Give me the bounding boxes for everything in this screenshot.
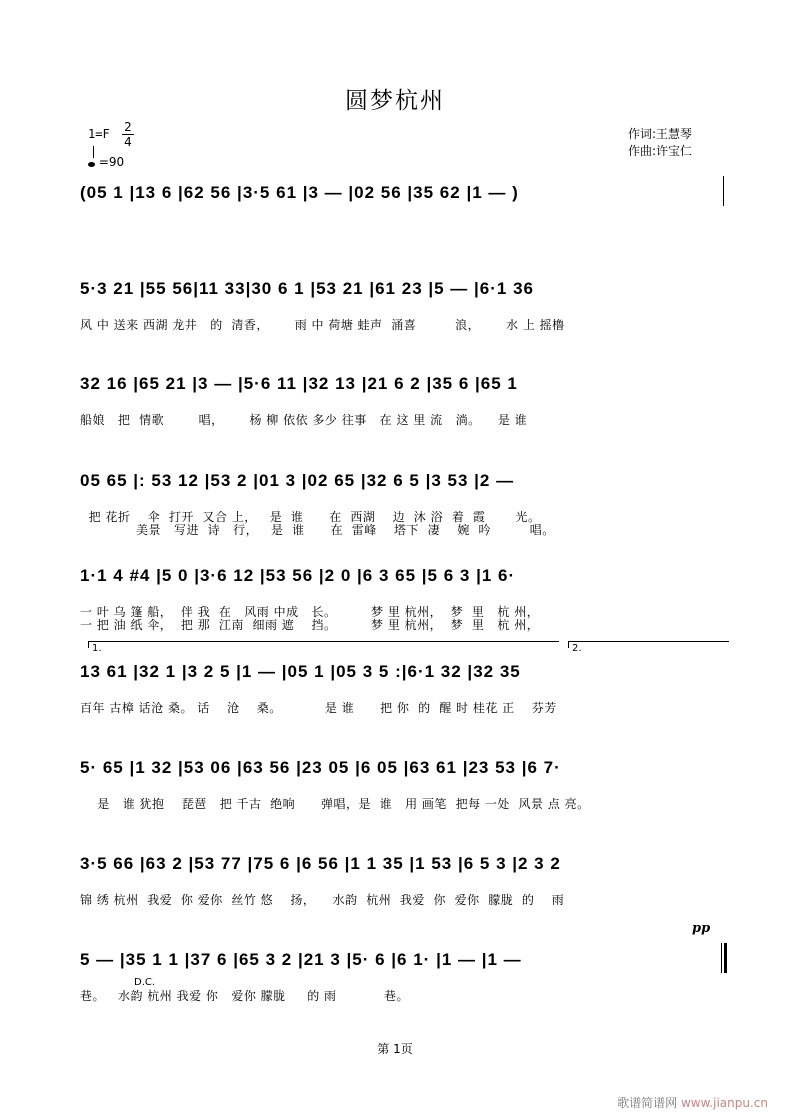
notes-line: 5 — |35 1 1 |37 6 |65 3 2 |21 3 |5· 6 |6 1· |1 — |1 — [80, 950, 522, 969]
lyrics-line: 风 中 送来 西湖 龙井 的 清香， 雨 中 荷塘 蛙声 涌喜 浪， 水 上 摇橹 [80, 318, 565, 332]
watermark-url: www.jianpu.cn [680, 1096, 768, 1110]
page-title: 圆梦杭州 [345, 88, 445, 114]
volta-2-bracket [568, 641, 729, 648]
notes-line: 5·3 21 |55 56|11 33|30 6 1 |53 21 |61 23 |5 — |6·1 36 [80, 279, 534, 298]
lyrics-line: 巷。 水韵 杭州 我爱 你 爱你 朦胧 的 雨 巷。 [80, 989, 409, 1003]
lyrics-line: 是 谁 犹抱 琵琶 把 千古 绝响 弹唱，是 谁 用 画笔 把每 一处 风景 点 亮。 [80, 797, 590, 811]
lyrics-line: 锦 绣 杭州 我爱 你 爱你 丝竹 悠 扬， 水韵 杭州 我爱 你 爱你 朦胧 的 雨 [80, 893, 565, 907]
notes-line: 13 61 |32 1 |3 2 5 |1 — |05 1 |05 3 5 :|6·1 32 |32 35 [80, 662, 521, 681]
final-barline-thick [724, 943, 727, 973]
time-signature [122, 120, 134, 149]
quarter-note-icon [88, 162, 95, 167]
page-number: 第 1页 [377, 1042, 413, 1056]
dynamic-marking: pp [692, 921, 711, 936]
lyrics-line: 一 叶 乌 篷 船， 伴 我 在 风雨 中成 长。 梦 里 杭州， 梦 里 杭 州， [80, 605, 540, 619]
lyrics-line: 百年 古樟 话沧 桑。 话 沧 桑。 是 谁 把 你 的 醒 时 桂花 正 芬芳 [80, 701, 557, 715]
volta-1-bracket [88, 641, 559, 648]
notes-line: 1·1 4 #4 |5 0 |3·6 12 |53 56 |2 0 |6 3 65 |5 6 3 |1 6· [80, 566, 516, 585]
key-signature: 1=F [88, 127, 110, 141]
notes-line: 05 65 |: 53 12 |53 2 |01 3 |02 65 |32 6 5 |3 53 |2 — [80, 471, 515, 490]
lyrics-line: 船娘 把 情歌 唱， 杨 柳 依依 多少 往事 在 这 里 流 淌。 是 谁 [80, 413, 528, 427]
notes-line: (05 1 |13 6 |62 56 |3·5 61 |3 — |02 56 |35 62 |1 — ) [80, 183, 519, 202]
time-signature-bottom: 4 [124, 135, 132, 149]
lyrics-line: 美景 写进 诗 行， 是 谁 在 雷峰 塔下 凄 婉 吟 唱。 [80, 523, 555, 537]
quarter-note-stem-icon [93, 146, 94, 158]
lyrics-line: 一 把 油 纸 伞， 把 那 江南 细雨 遮 挡。 梦 里 杭州， 梦 里 杭 州， [80, 618, 540, 632]
watermark [617, 1094, 768, 1111]
lyrics-line: 把 花折 伞 打开 又合 上， 是 谁 在 西湖 边 沐 浴 着 霞 光。 [80, 510, 541, 524]
tempo-mark [88, 155, 124, 169]
notes-line: 3·5 66 |63 2 |53 77 |75 6 |6 56 |1 1 35 |1 53 |6 5 3 |2 3 2 [80, 854, 561, 873]
watermark-site: 歌谱简谱网 [617, 1096, 678, 1110]
barline [723, 176, 724, 206]
volta-1-label: 1. [92, 643, 102, 654]
credits [628, 126, 692, 160]
final-barline-thin [721, 943, 722, 973]
notes-line: 5· 65 |1 32 |53 06 |63 56 |23 05 |6 05 |63 61 |23 53 |6 7· [80, 758, 561, 777]
notes-line: 32 16 |65 21 |3 — |5·6 11 |32 13 |21 6 2 |35 6 |65 1 [80, 374, 518, 393]
composer: 作曲:许宝仁 [628, 144, 693, 158]
time-signature-top: 2 [122, 120, 134, 135]
dc-marking: D.C. [134, 977, 156, 988]
tempo-value: =90 [98, 155, 125, 169]
volta-2-label: 2. [572, 643, 582, 654]
lyricist: 作词:王慧琴 [628, 127, 693, 141]
